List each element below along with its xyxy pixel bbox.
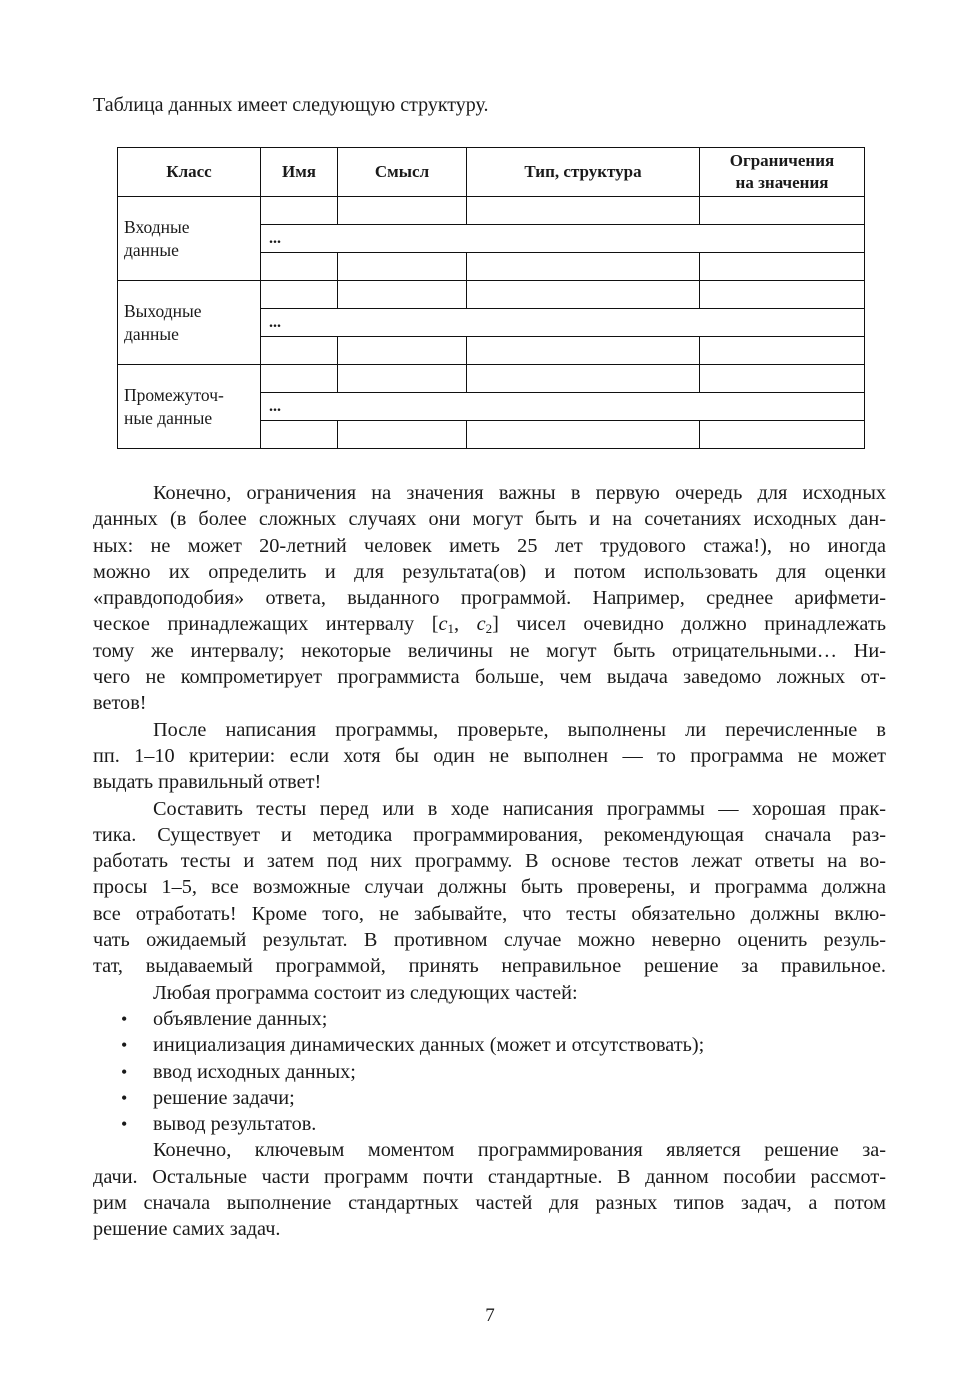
text-fragment: ] — [492, 613, 499, 636]
line-text: «правдоподобия» ответа, выданного программой. Например, среднее арифмети- — [93, 587, 886, 610]
table-cell — [467, 421, 700, 449]
table-cell — [700, 253, 865, 281]
math-subscript: 1 — [447, 621, 454, 637]
table-cell — [700, 281, 865, 309]
bullet-icon: • — [121, 1061, 128, 1082]
text-line — [93, 927, 886, 953]
text-line — [93, 480, 886, 506]
list-item-text: объявление данных; — [153, 1007, 328, 1030]
table-intro-text: Таблица данных имеет следующую структуру. — [93, 94, 489, 116]
header-class: Класс — [118, 148, 261, 197]
text-line — [93, 1137, 886, 1163]
text-fragment: ческое принадлежащих интервалу [ — [93, 613, 439, 636]
class-label-line: данные — [124, 323, 179, 344]
line-text: дачи. Остальные части программ почти стандартные. В данном пособии рассмот- — [93, 1165, 886, 1188]
line-text: работать тесты и затем под них программу. В основе тестов лежат ответы на во- — [93, 850, 886, 873]
list-item-text: ввод исходных данных; — [153, 1060, 356, 1083]
line-text: можно их определить и для результата(ов) и потом использовать для оценки — [93, 560, 886, 583]
list-item-text: вывод результатов. — [153, 1113, 317, 1136]
text-line — [93, 717, 886, 743]
table-cell — [700, 421, 865, 449]
table-cell — [700, 365, 865, 393]
text-line — [93, 1164, 886, 1190]
line-text: Составить тесты перед или в ходе написания программы — хорошая прак- — [153, 797, 886, 820]
header-value-constraints — [700, 148, 865, 197]
class-label-line: Промежуточ- — [124, 384, 224, 405]
table-header-row — [118, 148, 865, 197]
line-text: рим сначала выполнение стандартных частей для разных типов задач, а потом — [93, 1192, 886, 1215]
header-constraints-line1: Ограничения — [729, 151, 835, 170]
text-line — [93, 953, 886, 979]
paragraph-value-constraints — [93, 480, 886, 717]
table-cell — [261, 197, 338, 225]
paragraph-key-moment — [93, 1137, 886, 1242]
table-cell — [338, 337, 467, 365]
table-cell — [338, 281, 467, 309]
paragraph-tests — [93, 796, 886, 980]
text-line — [93, 769, 886, 795]
body-text — [93, 480, 886, 1243]
table-cell — [338, 253, 467, 281]
line-text: После написания программы, проверьте, выполнены ли перечисленные в — [153, 718, 886, 741]
line-text: все отработать! Кроме того, не забывайте, что тесты обязательно должны вклю- — [93, 902, 886, 925]
list-item — [93, 1059, 886, 1085]
table-cell — [261, 253, 338, 281]
text-line — [93, 743, 886, 769]
line-text: выдать правильный ответ! — [93, 771, 322, 794]
text-line — [93, 822, 886, 848]
line-text: чего не компрометирует программиста больше, чем выдача заведомо ложных от- — [93, 666, 886, 689]
line-text: пп. 1–10 критерии: если хотя бы один не выполнен — то программа не может — [93, 744, 886, 767]
table-row — [118, 365, 865, 393]
text-line — [93, 559, 886, 585]
line-text: просы 1–5, все возможные случаи должны быть проверены, и программа должна — [93, 876, 886, 899]
text-line — [93, 533, 886, 559]
header-meaning: Смысл — [338, 148, 467, 197]
text-line — [93, 901, 886, 927]
math-var: c — [476, 613, 486, 636]
line-text: решение самих задач. — [93, 1218, 281, 1241]
class-label-line: данные — [124, 239, 179, 260]
table-cell — [700, 197, 865, 225]
line-text: данных (в более сложных случаях они могут быть и на сочетаниях исходных дан- — [93, 508, 886, 531]
table-cell — [467, 197, 700, 225]
text-line — [93, 796, 886, 822]
line-text: Конечно, ограничения на значения важны в первую очередь для исходных — [153, 482, 886, 504]
table-cell — [261, 421, 338, 449]
list-item — [93, 1111, 886, 1137]
line-text: ных: не может 20-летний человек иметь 25 лет трудового стажа!), но иногда — [93, 534, 886, 557]
list-item-text: инициализация динамических данных (может и отсутствовать); — [153, 1034, 705, 1057]
line-text: Любая программа состоит из следующих частей: — [153, 981, 578, 1004]
table-row — [118, 197, 865, 225]
text-fragment: чисел очевидно должно принадлежать — [516, 613, 887, 636]
list-item-text: решение задачи; — [153, 1086, 295, 1109]
text-line — [93, 874, 886, 900]
text-line — [93, 848, 886, 874]
table-cell — [467, 281, 700, 309]
bullet-icon: • — [121, 1114, 128, 1135]
math-var: c — [438, 613, 448, 636]
line-text: Конечно, ключевым моментом программирования является решение за- — [153, 1139, 886, 1162]
line-text — [93, 611, 886, 637]
line-text: ветов! — [93, 692, 147, 715]
bullet-icon: • — [121, 1087, 128, 1108]
line-text: тика. Существует и методика программирования, рекомендующая сначала раз- — [93, 823, 886, 846]
table-cell — [261, 365, 338, 393]
class-output-data — [118, 281, 261, 365]
ellipsis-row: ... — [261, 225, 865, 253]
table-cell — [467, 253, 700, 281]
table-row — [118, 281, 865, 309]
class-label-line: ные данные — [124, 407, 213, 428]
class-label-line: Входные — [124, 216, 190, 237]
program-parts-list — [93, 1006, 886, 1137]
table-cell — [338, 421, 467, 449]
table-cell — [467, 337, 700, 365]
text-line — [93, 585, 886, 611]
ellipsis-row: ... — [261, 309, 865, 337]
math-subscript: 2 — [485, 621, 493, 637]
text-line — [93, 664, 886, 690]
list-item — [93, 1085, 886, 1111]
text-line — [93, 638, 886, 664]
list-item — [93, 1006, 886, 1032]
header-constraints-line2: на значения — [735, 173, 829, 192]
page-number: 7 — [485, 1305, 495, 1326]
line-text: чать ожидаемый результат. В противном случае можно неверно оценить резуль- — [93, 929, 886, 952]
paragraph-criteria-check — [93, 717, 886, 796]
header-type-structure: Тип, структура — [467, 148, 700, 197]
paragraph-program-parts — [93, 980, 886, 1006]
text-line — [93, 506, 886, 532]
text-fragment: , — [453, 613, 477, 636]
table-cell — [338, 365, 467, 393]
ellipsis-row: ... — [261, 393, 865, 421]
text-line — [93, 611, 886, 637]
class-input-data — [118, 197, 261, 281]
table-cell — [261, 337, 338, 365]
class-intermediate-data — [118, 365, 261, 449]
bullet-icon: • — [121, 1035, 128, 1056]
table-cell — [338, 197, 467, 225]
text-line — [93, 1216, 886, 1242]
table-cell — [261, 281, 338, 309]
class-label-line: Выходные — [124, 300, 202, 321]
text-line — [93, 1190, 886, 1216]
table-cell — [467, 365, 700, 393]
data-structure-table — [117, 147, 865, 449]
header-name: Имя — [261, 148, 338, 197]
list-item — [93, 1032, 886, 1058]
line-text: тат, выдаваемый программой, принять неправильное решение за правильное. — [93, 955, 886, 978]
text-line — [93, 690, 886, 716]
table-cell — [700, 337, 865, 365]
bullet-icon: • — [121, 1008, 128, 1029]
line-text: тому же интервалу; некоторые величины не могут быть отрицательными… Ни- — [93, 639, 886, 662]
